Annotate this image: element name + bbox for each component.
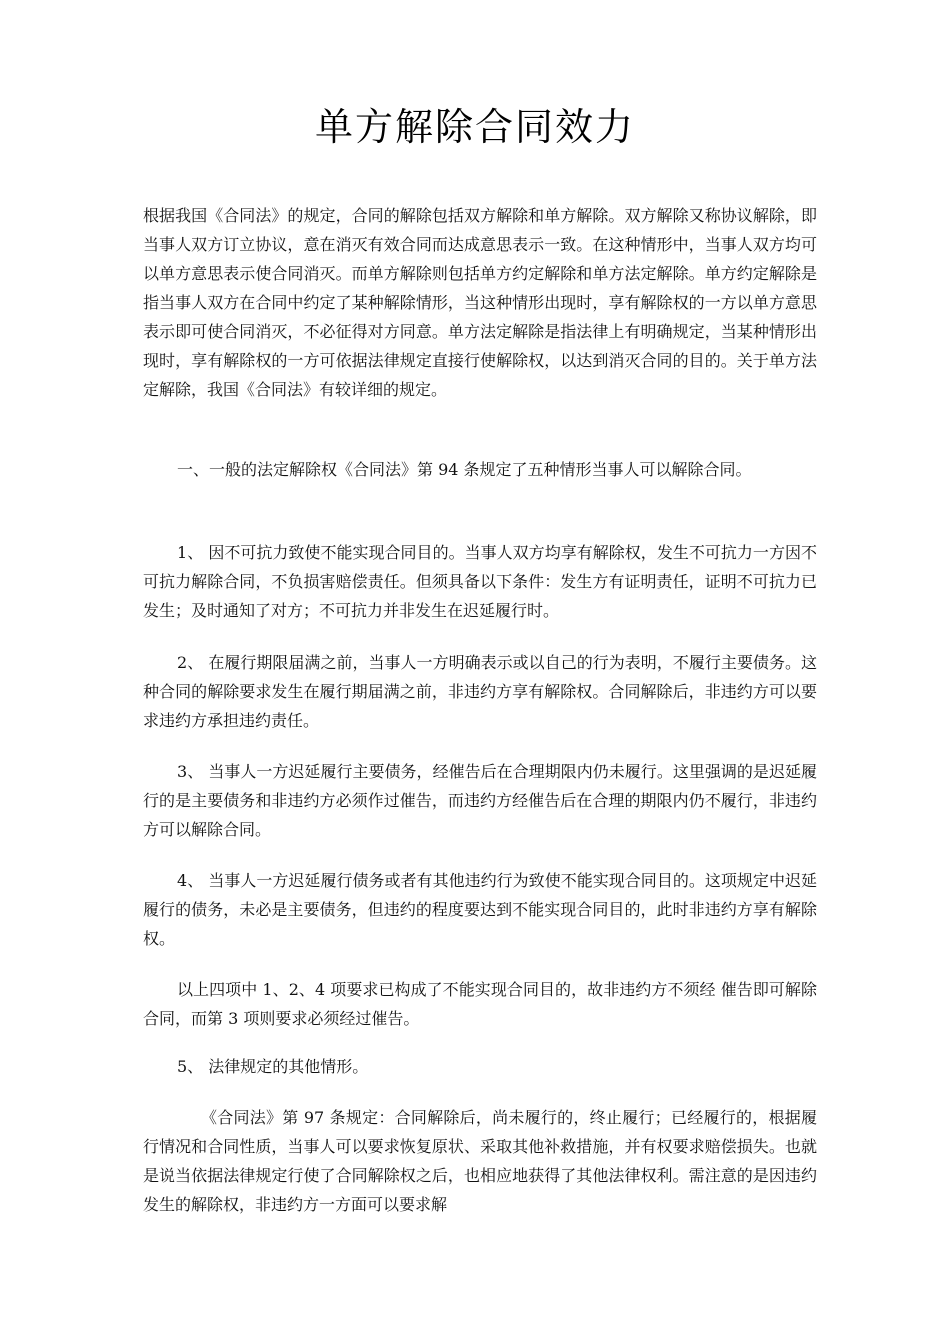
paragraph-item-2: 2、 在履行期限届满之前，当事人一方明确表示或以自己的行为表明，不履行主要债务。这种合同的解除要求发生在履行期届满之前，非违约方享有解除权。合同解除后，非违约方可以要求违约方承担违约责任。	[143, 653, 817, 730]
paragraph-item-5: 5、 法律规定的其他情形。	[177, 1057, 369, 1076]
paragraph-item-4: 4、 当事人一方迟延履行债务或者有其他违约行为致使不能实现合同目的。这项规定中迟延履行的债务，未必是主要债务，但违约的程度要达到不能实现合同目的，此时非违约方享有解除权。	[143, 871, 817, 948]
document-title: 单方解除合同效力	[314, 105, 635, 149]
paragraph-item-3: 3、 当事人一方迟延履行主要债务，经催告后在合理期限内仍未履行。这里强调的是迟延履行的是主要债务和非违约方必须作过催告，而违约方经催告后在合理的期限内仍不履行，非违约方可以解除合同。	[143, 762, 817, 839]
paragraph-intro: 根据我国《合同法》的规定，合同的解除包括双方解除和单方解除。双方解除又称协议解除，即当事人双方订立协议，意在消灭有效合同而达成意思表示一致。在这种情形中，当事人双方均可以单方意思表示使合同消灭。而单方解除则包括单方约定解除和单方法定解除。单方约定解除是指当事人双方在合同中约定了某种解除情形，当这种情形出现时，享有解除权的一方以单方意思表示即可使合同消灭，不必征得对方同意。单方法定解除是指法律上有明确规定，当某种情形出现时，享有解除权的一方可依据法律规定直接行使解除权，以达到消灭合同的目的。关于单方法定解除，我国《合同法》有较详细的规定。	[143, 206, 817, 399]
paragraph-summary: 以上四项中 1、2、4 项要求已构成了不能实现合同目的，故非违约方不须经 催告即可解除合同，而第 3 项则要求必须经过催告。	[143, 980, 817, 1028]
paragraph-item-1: 1、 因不可抗力致使不能实现合同目的。当事人双方均享有解除权，发生不可抗力一方因不可抗力解除合同，不负损害赔偿责任。但须具备以下条件：发生方有证明责任，证明不可抗力已发生；及时通知了对方；不可抗力并非发生在迟延履行时。	[143, 543, 817, 620]
paragraph-section-heading: 一、一般的法定解除权《合同法》第 94 条规定了五种情形当事人可以解除合同。	[177, 460, 752, 479]
paragraph-article-97: 《合同法》第 97 条规定：合同解除后，尚未履行的，终止履行；已经履行的，根据履行情况和合同性质，当事人可以要求恢复原状、采取其他补救措施，并有权要求赔偿损失。也就是说当依据法律规定行使了合同解除权之后，也相应地获得了其他法律权利。需注意的是因违约发生的解除权，非违约方一方面可以要求解	[143, 1108, 817, 1214]
